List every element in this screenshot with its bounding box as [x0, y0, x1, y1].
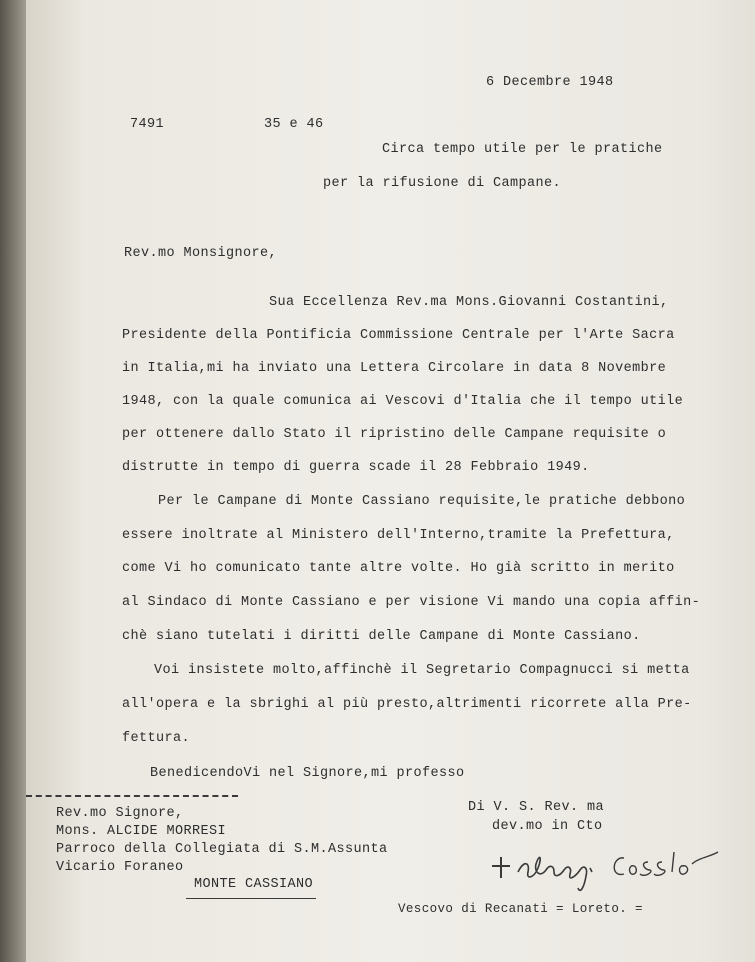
body-line: al Sindaco di Monte Cassiano e per visione Vi mando una copia affin- — [122, 595, 701, 610]
body-line: Sua Eccellenza Rev.ma Mons.Giovanni Costantini, — [269, 295, 669, 310]
sign-off-line: Di V. S. Rev. ma — [468, 800, 605, 815]
body-line: chè siano tutelati i diritti delle Campane di Monte Cassiano. — [122, 629, 641, 644]
handwritten-signature — [484, 838, 724, 898]
body-line: Presidente della Pontificia Commissione Centrale per l'Arte Sacra — [122, 328, 675, 343]
body-line: all'opera e la sbrighi al più presto,altrimenti ricorrete alla Pre- — [122, 697, 692, 712]
separator-rule — [26, 795, 238, 797]
body-line: essere inoltrate al Ministero dell'Interno,tramite la Prefettura, — [122, 528, 675, 543]
body-line: distrutte in tempo di guerra scade il 28 Febbraio 1949. — [122, 460, 590, 475]
sign-off-line: dev.mo in Cto — [492, 819, 603, 834]
body-line: in Italia,mi ha inviato una Lettera Circolare in data 8 Novembre — [122, 361, 667, 376]
protocol-number: 7491 — [130, 117, 165, 132]
subject-line: Circa tempo utile per le pratiche — [382, 142, 663, 157]
signer-title: Vescovo di Recanati = Loreto. = — [398, 902, 643, 916]
recipient-line: Mons. ALCIDE MORRESI — [56, 824, 227, 839]
body-line: Voi insistete molto,affinchè il Segretario Compagnucci si metta — [154, 663, 690, 678]
reference-number: 35 e 46 — [264, 117, 324, 132]
letter-date: 6 Decembre 1948 — [486, 75, 614, 90]
recipient-line: Rev.mo Signore, — [56, 806, 184, 821]
body-line: come Vi ho comunicato tante altre volte. Ho già scritto in merito — [122, 561, 675, 576]
letter-sheet — [26, 0, 755, 962]
subject-line: per la rifusione di Campane. — [323, 176, 562, 191]
body-line: fettura. — [122, 731, 191, 746]
recipient-line: Vicario Foraneo — [56, 860, 184, 875]
body-line: per ottenere dallo Stato il ripristino delle Campane requisite o — [122, 427, 667, 442]
closing-line: BenedicendoVi nel Signore,mi professo — [150, 766, 465, 781]
town-underline — [186, 898, 316, 899]
body-line: Per le Campane di Monte Cassiano requisite,le pratiche debbono — [158, 494, 686, 509]
recipient-town: MONTE CASSIANO — [194, 877, 314, 892]
body-line: 1948, con la quale comunica ai Vescovi d'Italia che il tempo utile — [122, 394, 684, 409]
recipient-line: Parroco della Collegiata di S.M.Assunta — [56, 842, 388, 857]
salutation: Rev.mo Monsignore, — [124, 246, 278, 261]
